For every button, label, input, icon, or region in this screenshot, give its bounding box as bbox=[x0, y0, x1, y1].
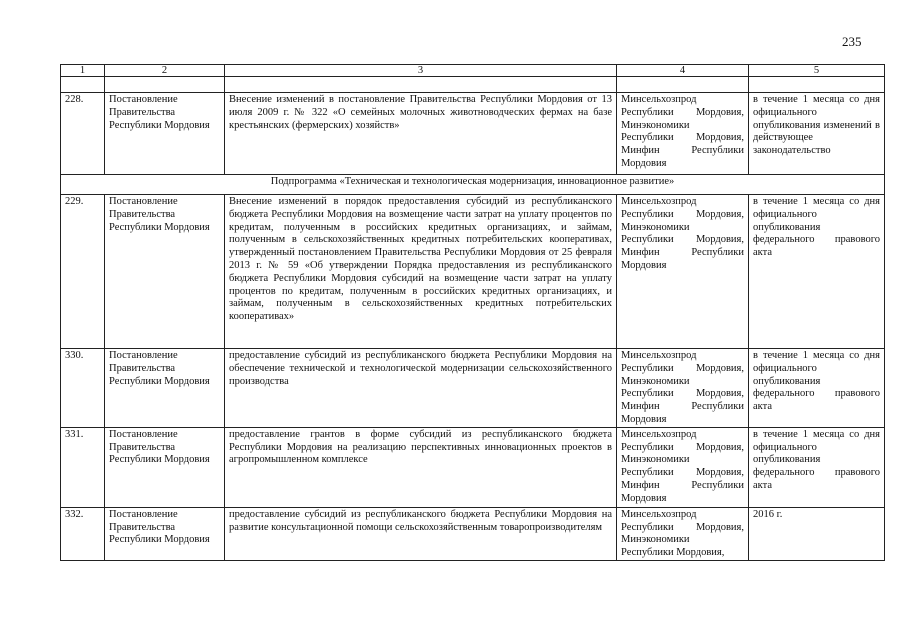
table-row bbox=[61, 93, 885, 175]
measure-content: Внесение изменений в постановление Правительства Республики Мордовия от 13 июля 2009 г. № 322 «О семейных молочных животноводческих фермах на базе крестьянских (фермерских) хозяйств» bbox=[225, 93, 617, 175]
responsible-executor: Минсельхозпрод Республики Мордовия, Минэкономики Республики Мордовия, Минфин Республики Мордовия bbox=[617, 349, 749, 428]
document-type: Постановление Правительства Республики Мордовия bbox=[105, 427, 225, 507]
responsible-executor: Минсельхозпрод Республики Мордовия, Минэкономики Республики Мордовия, Минфин Республики Мордовия bbox=[617, 93, 749, 175]
column-number-row bbox=[61, 65, 885, 77]
subprogram-row bbox=[61, 175, 885, 195]
table-row bbox=[61, 427, 885, 507]
row-number: 331. bbox=[61, 427, 105, 507]
responsible-executor: Минсельхозпрод Республики Мордовия, Минэкономики Республики Мордовия, bbox=[617, 507, 749, 560]
measure-content: предоставление субсидий из республиканского бюджета Республики Мордовия на обеспечение технической и технологической модернизации сельскохозяйственного производства bbox=[225, 349, 617, 428]
document-type: Постановление Правительства Республики Мордовия bbox=[105, 93, 225, 175]
document-type: Постановление Правительства Республики Мордовия bbox=[105, 195, 225, 349]
table-row bbox=[61, 195, 885, 349]
page-number: 235 bbox=[842, 34, 862, 49]
responsible-executor: Минсельхозпрод Республики Мордовия, Минэкономики Республики Мордовия, Минфин Республики Мордовия bbox=[617, 195, 749, 349]
table-row bbox=[61, 349, 885, 428]
measure-content: предоставление субсидий из республиканского бюджета Республики Мордовия на развитие консультационной помощи сельскохозяйственным товаропроизводителям bbox=[225, 507, 617, 560]
document-type: Постановление Правительства Республики Мордовия bbox=[105, 349, 225, 428]
responsible-executor: Минсельхозпрод Республики Мордовия, Минэкономики Республики Мордовия, Минфин Республики Мордовия bbox=[617, 427, 749, 507]
deadline: 2016 г. bbox=[749, 507, 885, 560]
deadline: в течение 1 месяца со дня официального опубликования изменений в действующее законодательство bbox=[749, 93, 885, 175]
table-row bbox=[61, 507, 885, 560]
row-number: 228. bbox=[61, 93, 105, 175]
document-type: Постановление Правительства Республики Мордовия bbox=[105, 507, 225, 560]
regulations-table bbox=[60, 64, 885, 561]
row-number: 229. bbox=[61, 195, 105, 349]
column-number: 3 bbox=[225, 65, 617, 77]
deadline: в течение 1 месяца со дня официального опубликования федерального правового акта bbox=[749, 195, 885, 349]
measure-content: предоставление грантов в форме субсидий из республиканского бюджета Республики Мордовия на реализацию перспективных инновационных проектов в агропромышленном комплексе bbox=[225, 427, 617, 507]
row-number: 330. bbox=[61, 349, 105, 428]
column-number: 4 bbox=[617, 65, 749, 77]
deadline: в течение 1 месяца со дня официального опубликования федерального правового акта bbox=[749, 427, 885, 507]
column-number: 5 bbox=[749, 65, 885, 77]
subprogram-title: Подпрограмма «Техническая и технологическая модернизация, инновационное развитие» bbox=[61, 175, 885, 195]
column-number: 1 bbox=[61, 65, 105, 77]
column-number: 2 bbox=[105, 65, 225, 77]
deadline: в течение 1 месяца со дня официального опубликования федерального правового акта bbox=[749, 349, 885, 428]
spacer-row bbox=[61, 77, 885, 93]
row-number: 332. bbox=[61, 507, 105, 560]
measure-content: Внесение изменений в порядок предоставления субсидий из республиканского бюджета Республики Мордовия на возмещение части затрат на уплату процентов по кредитам, полученным в российских кредитных организациях, и займам, полученным в сельскохозяйственных кредитных потребительских кооперативах, утвержденный постановлением Правительства Республики Мордовия от 25 февраля 2013 г. № 59 «Об утверждении Порядка предоставления из республиканского бюджета Республики Мордовия субсидий на возмещение части затрат на уплату процентов по кредитам, полученным в российских кредитных организациях, и займам, полученным в сельскохозяйственных кредитных потребительских кооперативах» bbox=[225, 195, 617, 349]
